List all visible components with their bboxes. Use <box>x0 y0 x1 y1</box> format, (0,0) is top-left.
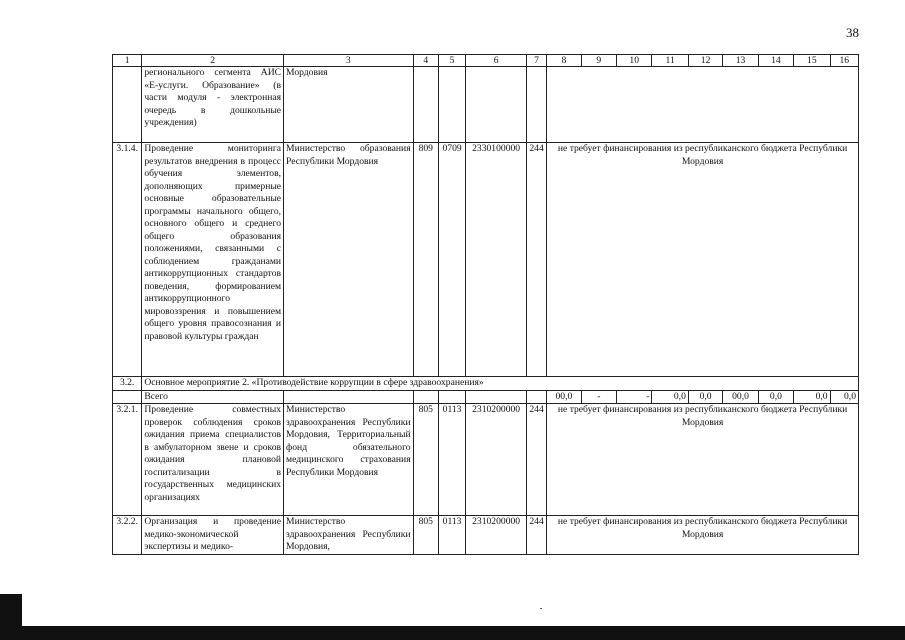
table-row <box>113 404 859 516</box>
col-header: 15 <box>794 55 830 67</box>
funding-note: не требует финансирования из республиканского бюджета Республики Мордовия <box>547 516 859 555</box>
col-header: 2 <box>142 55 284 67</box>
page-number: 38 <box>846 25 859 40</box>
code-cell: 805 <box>413 516 438 555</box>
total-label: Всего <box>142 390 284 404</box>
total-value: 0,0 <box>794 390 830 404</box>
code-cell: 0113 <box>438 404 465 516</box>
table-row <box>113 143 859 377</box>
col-header: 5 <box>438 55 465 67</box>
column-number-row <box>113 55 859 67</box>
col-header: 4 <box>413 55 438 67</box>
col-header: 13 <box>723 55 758 67</box>
col-header: 10 <box>617 55 652 67</box>
code-cell: 2310200000 <box>466 516 527 555</box>
col-header: 14 <box>758 55 793 67</box>
funding-note: не требует финансирования из республиканского бюджета Республики Мордовия <box>547 143 859 377</box>
col-header: 3 <box>284 55 414 67</box>
code-cell: 809 <box>413 143 438 377</box>
code-cell: 244 <box>526 404 546 516</box>
total-value: - <box>617 390 652 404</box>
item-number: 3.2. <box>113 377 142 391</box>
funding-note: не требует финансирования из республиканского бюджета Республики Мордовия <box>547 404 859 516</box>
activity-cell: Проведение совместных проверок соблюдения сроков ожидания приема специалистов в амбулаторном звене и сроков ожидания плановой госпитализации в государственных медицинских организациях <box>142 404 284 516</box>
col-header: 11 <box>652 55 688 67</box>
table-row <box>113 516 859 555</box>
section-row <box>113 377 859 391</box>
activity-cell: Организация и проведение медико-экономической экспертизы и медико- <box>142 516 284 555</box>
col-header: 6 <box>466 55 527 67</box>
scan-edge-bottom <box>0 626 905 640</box>
col-header: 12 <box>688 55 722 67</box>
code-cell: 244 <box>526 143 546 377</box>
section-title: Основное мероприятие 2. «Противодействие коррупции в сфере здравоохранения» <box>142 377 859 391</box>
code-cell: 0709 <box>438 143 465 377</box>
total-row <box>113 390 859 404</box>
total-value: 0,0 <box>830 390 858 404</box>
total-value: 00,0 <box>547 390 581 404</box>
item-number: 3.1.4. <box>113 143 142 377</box>
plan-table <box>112 54 859 555</box>
code-cell: 2310200000 <box>466 404 527 516</box>
total-value: 0,0 <box>652 390 688 404</box>
code-cell: 805 <box>413 404 438 516</box>
total-value: 00,0 <box>723 390 758 404</box>
col-header: 7 <box>526 55 546 67</box>
total-value: - <box>581 390 616 404</box>
item-number: 3.2.2. <box>113 516 142 555</box>
col-header: 9 <box>581 55 616 67</box>
total-value: 0,0 <box>758 390 793 404</box>
code-cell: 2330100000 <box>466 143 527 377</box>
activity-cell: регионального сегмента АИС «Е-услуги. Образование» (в части модуля - электронная очередь в дошкольные учреждения) <box>142 67 284 143</box>
activity-cell: Проведение мониторинга результатов внедрения в процесс обучения элементов, дополняющих примерные основные образовательные программы начального общего, основного общего и среднего общего образования положениями, связанными с соблюдением гражданами антикоррупционных стандартов поведения, формированием антикоррупционного мировоззрения и повышением общего уровня правосознания и правовой культуры граждан <box>142 143 284 377</box>
executor-cell: Мордовия <box>284 67 414 143</box>
code-cell: 0113 <box>438 516 465 555</box>
item-number: 3.2.1. <box>113 404 142 516</box>
col-header: 16 <box>830 55 858 67</box>
total-value: 0,0 <box>688 390 722 404</box>
col-header: 8 <box>547 55 581 67</box>
col-header: 1 <box>113 55 142 67</box>
executor-cell: Министерство образования Республики Мордовия <box>284 143 414 377</box>
table-row <box>113 67 859 143</box>
executor-cell: Министерство здравоохранения Республики Мордовия, Территориальный фонд обязательного медицинского страхования Республики Мордовия <box>284 404 414 516</box>
executor-cell: Министерство здравоохранения Республики Мордовия, <box>284 516 414 555</box>
scan-speck <box>540 608 542 609</box>
code-cell: 244 <box>526 516 546 555</box>
